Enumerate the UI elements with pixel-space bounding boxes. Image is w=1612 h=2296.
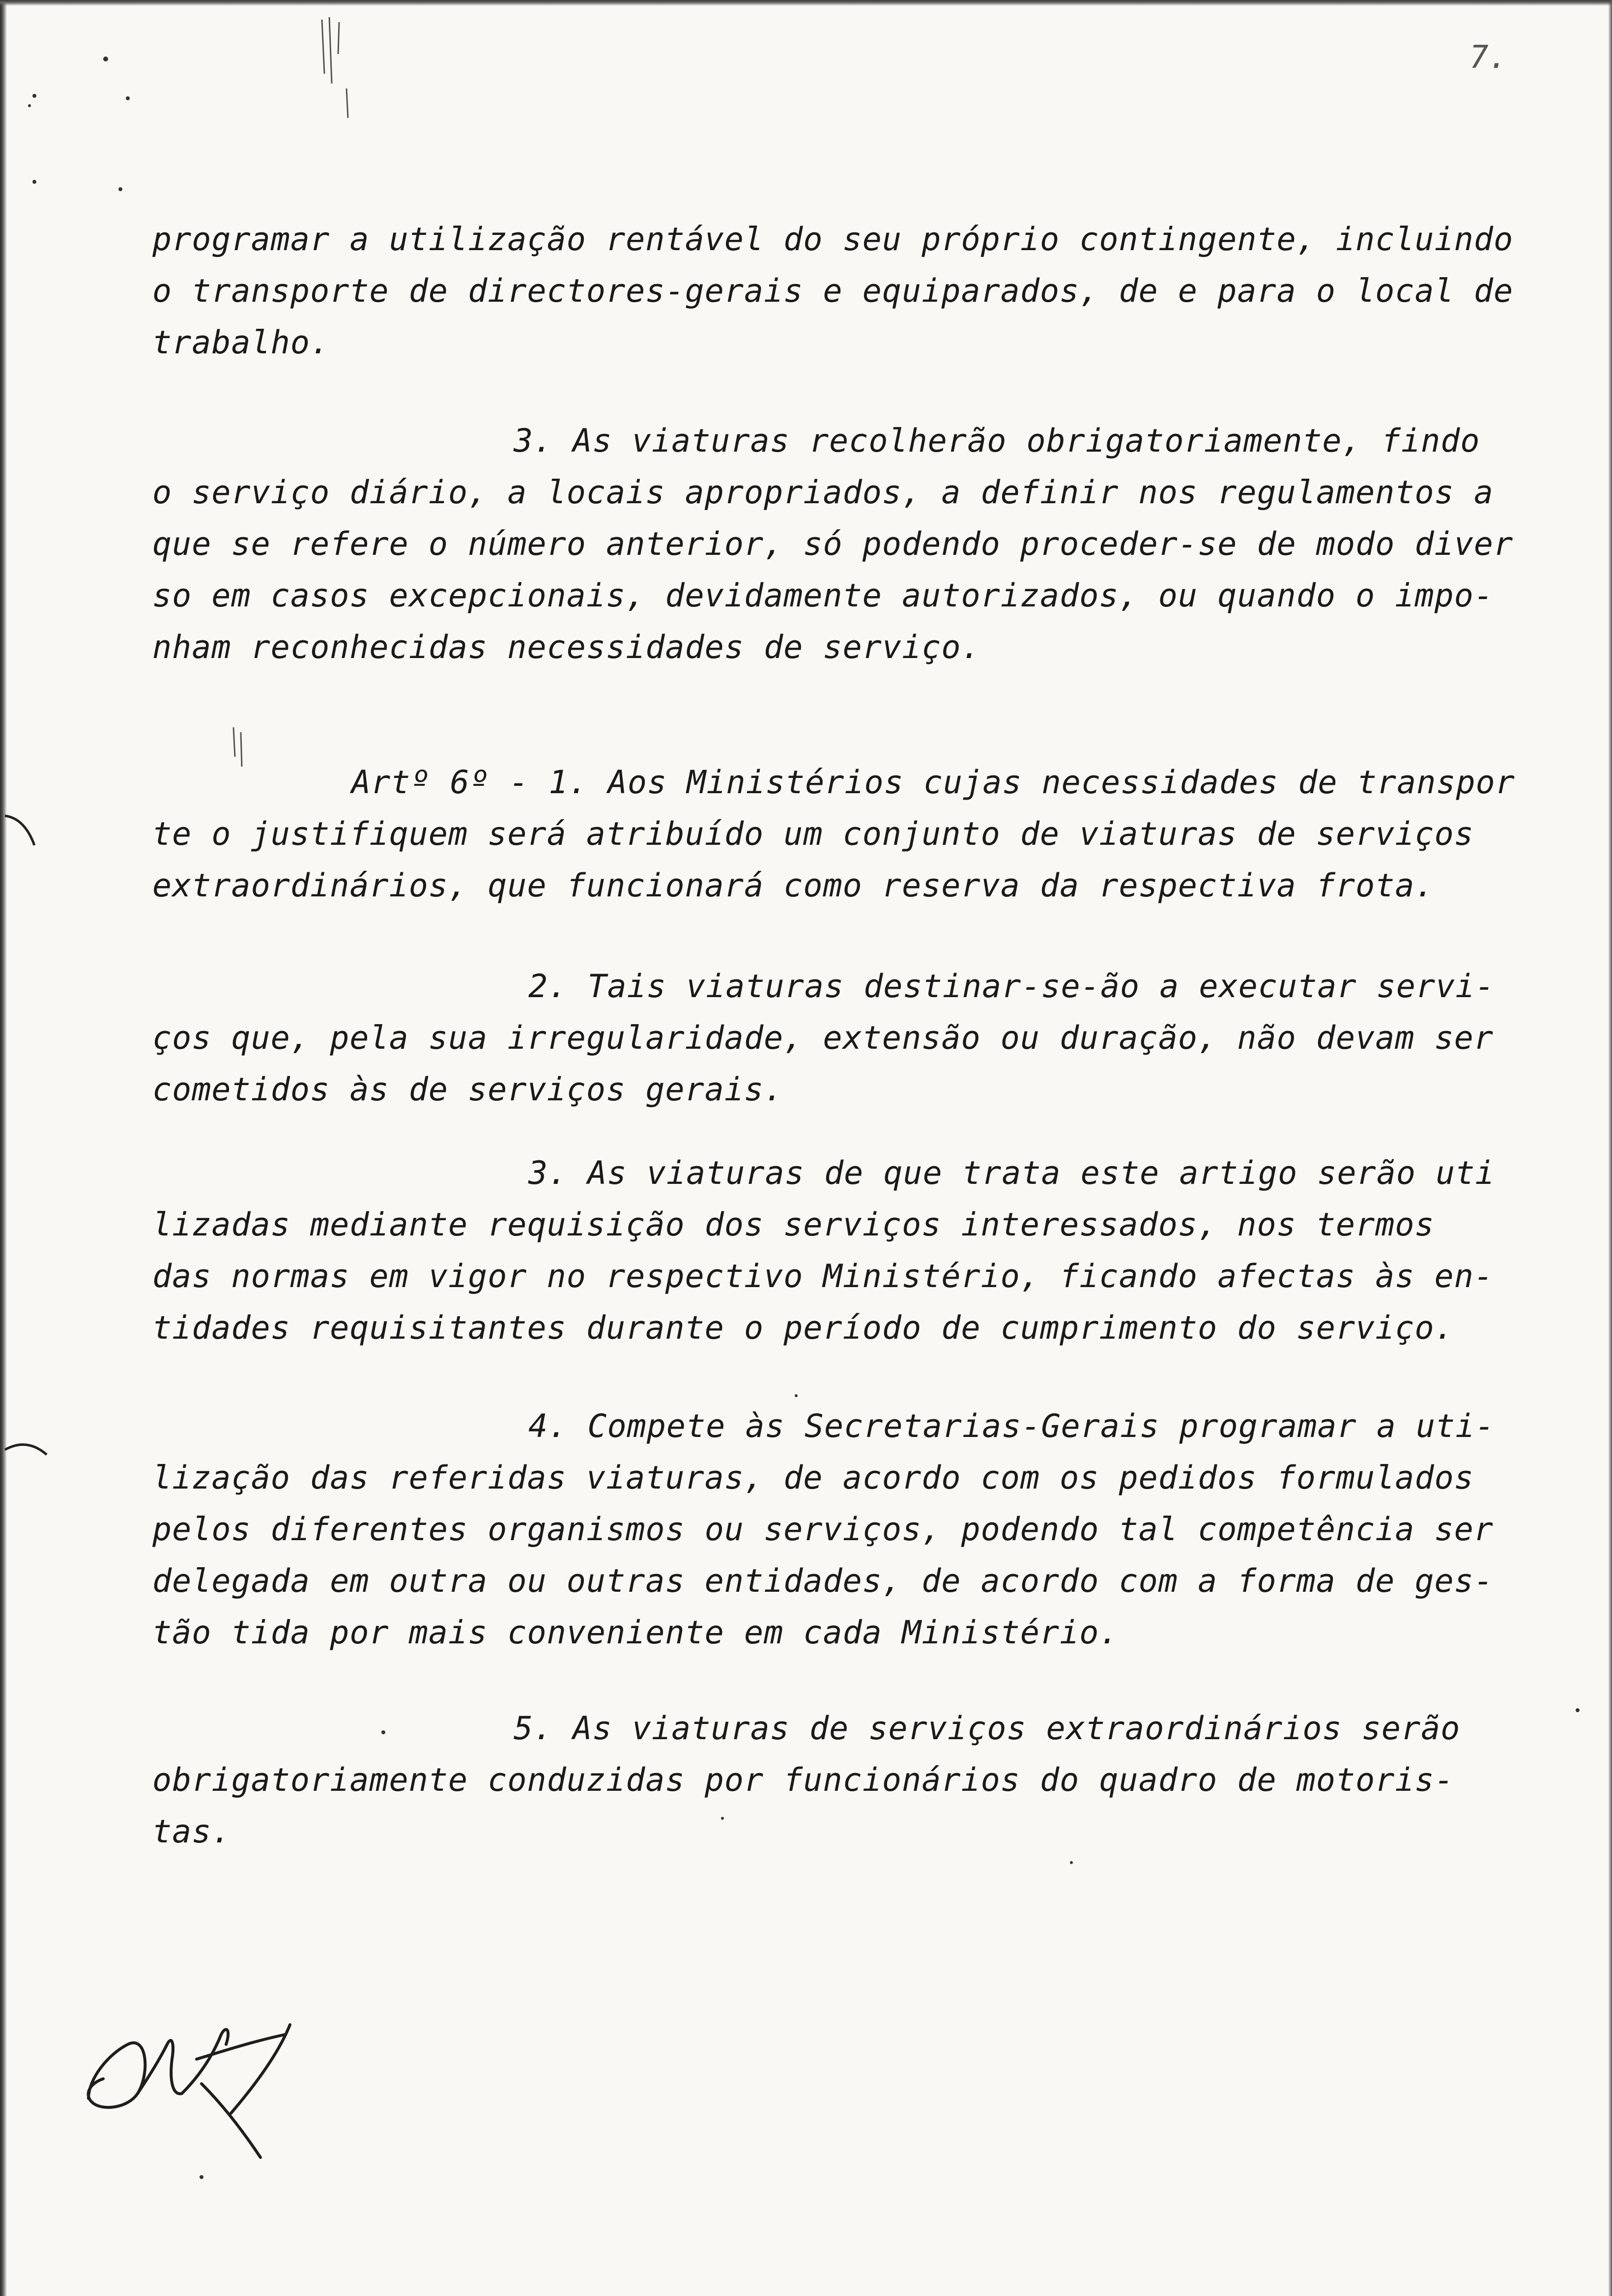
text-line: so em casos excepcionais, devidamente autorizados, ou quando o impo- — [152, 577, 1494, 614]
text-line: tas. — [152, 1813, 231, 1850]
text-line: obrigatoriamente conduzidas por funcionários do quadro de motoris- — [152, 1762, 1454, 1799]
text-line: ços que, pela sua irregularidade, extensão ou duração, não devam ser — [152, 1020, 1494, 1057]
text-line: que se refere o número anterior, só podendo proceder-se de modo diver — [152, 526, 1514, 563]
text-line: trabalho. — [152, 324, 330, 361]
text-line: cometidos às de serviços gerais. — [152, 1071, 784, 1108]
text-line: 2. Tais viaturas destinar-se-ão a executar servi- — [528, 968, 1495, 1005]
text-line: 4. Compete às Secretarias-Gerais programar a uti- — [528, 1408, 1495, 1445]
page-number: 7. — [1469, 39, 1508, 76]
text-line: lização das referidas viaturas, de acordo com os pedidos formulados — [152, 1460, 1474, 1496]
text-line: nham reconhecidas necessidades de serviço. — [152, 629, 981, 666]
text-line: te o justifiquem será atribuído um conjunto de viaturas de serviços — [152, 816, 1474, 853]
text-line: tão tida por mais conveniente em cada Ministério. — [152, 1614, 1119, 1651]
text-line: tidades requisitantes durante o período de cumprimento do serviço. — [152, 1310, 1454, 1347]
text-line: programar a utilização rentável do seu próprio contingente, incluindo — [152, 221, 1514, 258]
text-line: 3. As viaturas de que trata este artigo serão uti — [528, 1155, 1495, 1192]
text-line: delegada em outra ou outras entidades, de acordo com a forma de ges- — [152, 1563, 1494, 1600]
text-line: 5. As viaturas de serviços extraordinários serão — [514, 1710, 1461, 1747]
text-line: o serviço diário, a locais apropriados, a definir nos regulamentos a — [152, 474, 1494, 511]
text-line: das normas em vigor no respectivo Ministério, ficando afectas às en- — [152, 1258, 1494, 1295]
text-line: extraordinários, que funcionará como reserva da respectiva frota. — [152, 867, 1435, 904]
text-line: lizadas mediante requisição dos serviços interessados, nos termos — [152, 1206, 1435, 1243]
text-line: o transporte de directores-gerais e equiparados, de e para o local de — [152, 273, 1514, 310]
article-heading-line: Artº 6º - 1. Aos Ministérios cujas necessidades de transpor — [351, 764, 1515, 801]
text-line: 3. As viaturas recolherão obrigatoriamente, findo — [514, 423, 1480, 459]
text-line: pelos diferentes organismos ou serviços, podendo tal competência ser — [152, 1511, 1494, 1548]
handwritten-initials — [74, 2005, 319, 2172]
